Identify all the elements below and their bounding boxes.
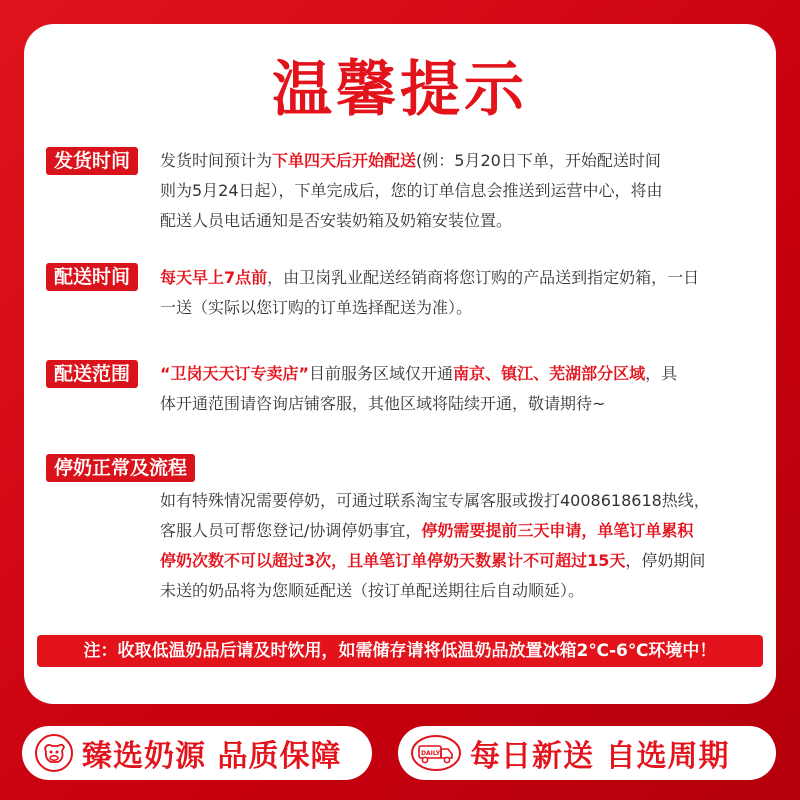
delivery-time-text [160,263,750,323]
text-line: “卫岗天天订专卖店”目前服务区域仅开通南京、镇江、芜湖部分区域，具 [160,364,678,383]
text-line: 体开通范围请咨询店铺客服，其他区域将陆续开通，敬请期待~ [160,394,606,413]
cow-icon [34,733,74,773]
footer-badges [0,704,800,800]
text-line: 一送（实际以您订购的订单选择配送为准）。 [160,298,473,317]
tag-delivery-time: 配送时间 [46,263,138,291]
text-line: 停奶次数不可以超过3次，且单笔订单停奶天数累计不可超过15天，停奶期间 [160,551,706,570]
delivery-truck-icon [410,733,462,773]
pause-milk-text [160,486,760,606]
tag-shipping-time: 发货时间 [46,147,138,175]
notice-card [24,24,776,704]
tag-delivery-area: 配送范围 [46,360,138,388]
truck-label: DAILY [421,750,441,757]
text-line: 每天早上7点前，由卫岗乳业配送经销商将您订购的产品送到指定奶箱，一日 [160,268,700,287]
text-line: 配送人员电话通知是否安装奶箱及奶箱安装位置。 [160,211,513,230]
text-line: 如有特殊情况需要停奶，可通过联系淘宝专属客服或拨打4008618618热线， [160,491,710,510]
badge-quality-text: 臻选奶源 品质保障 [82,739,342,774]
text-line: 客服人员可帮您登记/协调停奶事宜，停奶需要提前三天申请，单笔订单累积 [160,521,694,540]
tag-pause-milk: 停奶正常及流程 [46,454,195,482]
badge-delivery [398,726,776,780]
text-line: 未送的奶品将为您顺延配送（按订单配送期往后自动顺延）。 [160,581,585,600]
text-line: 则为5月24日起），下单完成后，您的订单信息会推送到运营中心，将由 [160,181,663,200]
delivery-area-text [160,359,750,419]
page-title: 温馨提示 [272,55,528,125]
badge-quality [22,726,372,780]
badge-delivery-text: 每日新送 自选周期 [470,739,730,774]
shipping-time-text [160,146,750,236]
text-line: 发货时间预计为下单四天后开始配送(例：5月20日下单，开始配送时间 [160,151,661,170]
storage-note-banner: 注：收取低温奶品后请及时饮用，如需储存请将低温奶品放置冰箱2℃-6℃环境中！ [37,635,763,667]
